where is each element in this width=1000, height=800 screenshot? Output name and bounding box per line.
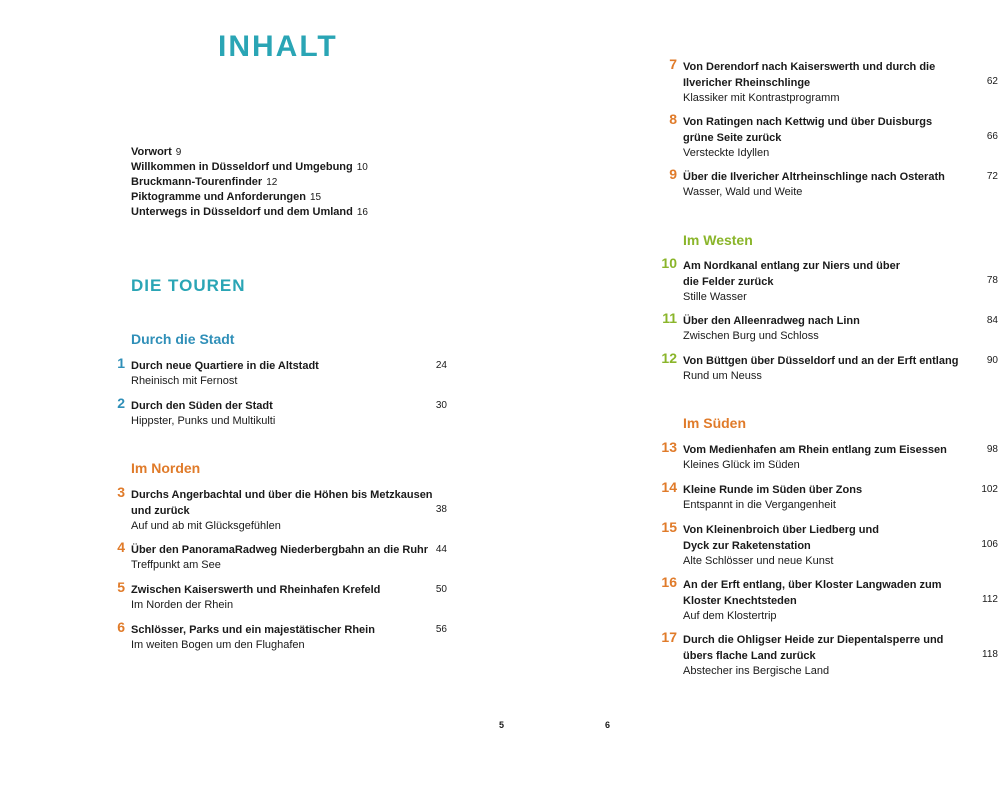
tour-page-number: 90 — [986, 355, 998, 366]
tour-page-number: 66 — [986, 131, 998, 142]
tour-page-number: 112 — [982, 594, 998, 605]
tour-title-continued: Ilvericher Rheinschlinge — [683, 77, 811, 89]
tour-subtitle: Klassiker mit Kontrastprogramm — [683, 92, 840, 104]
tour-number: 7 — [669, 56, 677, 72]
tour-page-number: 44 — [435, 544, 447, 555]
tour-number: 8 — [669, 111, 677, 127]
tour-subtitle: Wasser, Wald und Weite — [683, 186, 803, 198]
tour-number: 17 — [661, 629, 677, 645]
tour-subtitle: Abstecher ins Bergische Land — [683, 665, 830, 677]
tour-entry — [117, 395, 447, 429]
tour-subtitle: Auf und ab mit Glücksgefühlen — [131, 520, 281, 532]
tour-title: Über den PanoramaRadweg Niederbergbahn an die Ruhr — [131, 544, 429, 556]
tour-number: 9 — [669, 166, 677, 182]
tour-title: Zwischen Kaiserswerth und Rheinhafen Krefeld — [131, 584, 381, 596]
tour-number: 12 — [661, 350, 677, 366]
tour-subtitle: Versteckte Idyllen — [683, 147, 770, 159]
tour-title: Kleine Runde im Süden über Zons — [683, 484, 863, 496]
tour-number: 15 — [661, 519, 677, 535]
tour-number: 10 — [661, 255, 677, 271]
tour-page-number: 30 — [435, 400, 447, 411]
front-matter-item: Bruckmann-Tourenfinder 12 — [131, 176, 278, 188]
tour-title: Von Derendorf nach Kaiserswerth und durch die — [683, 61, 936, 73]
tour-number: 5 — [117, 579, 125, 595]
tour-entry — [661, 350, 998, 384]
tour-entry — [661, 255, 998, 305]
tour-title: Über den Alleenradweg nach Linn — [683, 315, 860, 327]
tour-page-number: 38 — [435, 504, 447, 515]
tour-number: 2 — [117, 395, 125, 411]
tour-subtitle: Entspannt in die Vergangenheit — [683, 499, 836, 511]
tour-page-number: 72 — [986, 171, 998, 182]
tour-subtitle: Im Norden der Rhein — [131, 599, 234, 611]
tour-entry — [117, 484, 447, 534]
page-number-right: 6 — [605, 720, 611, 730]
page-title: INHALT — [218, 30, 338, 63]
front-matter-item: Piktogramme und Anforderungen 15 — [131, 191, 322, 203]
tour-entry — [669, 111, 998, 161]
tour-entry — [117, 619, 447, 653]
page-number-left: 5 — [499, 720, 505, 730]
tour-title: Von Ratingen nach Kettwig und über Duisburgs — [683, 116, 933, 128]
section-heading-norden: Im Norden — [131, 460, 201, 476]
tour-subtitle: Im weiten Bogen um den Flughafen — [131, 639, 305, 651]
tour-title-continued: und zurück — [131, 505, 190, 517]
tour-title-continued: übers flache Land zurück — [683, 650, 816, 662]
tour-subtitle: Kleines Glück im Süden — [683, 459, 800, 471]
tour-title: Schlösser, Parks und ein majestätischer Rhein — [131, 624, 375, 636]
tour-number: 1 — [117, 355, 125, 371]
tour-subtitle: Zwischen Burg und Schloss — [683, 330, 819, 342]
tour-title-continued: grüne Seite zurück — [683, 132, 782, 144]
tour-title-continued: die Felder zurück — [683, 276, 774, 288]
tour-subtitle: Rheinisch mit Fernost — [131, 375, 238, 387]
tour-entry — [662, 310, 998, 344]
tour-number: 3 — [117, 484, 125, 500]
tour-entry — [669, 166, 998, 200]
tour-title: Durchs Angerbachtal und über die Höhen bis Metzkausen — [131, 489, 433, 501]
tour-page-number: 106 — [981, 539, 998, 550]
tour-page-number: 98 — [986, 444, 998, 455]
section-heading-westen: Im Westen — [683, 232, 753, 248]
tour-title: An der Erft entlang, über Kloster Langwaden zum — [683, 579, 942, 591]
tour-entry — [661, 629, 998, 679]
tour-subtitle: Auf dem Klostertrip — [683, 610, 777, 622]
tour-page-number: 102 — [981, 484, 998, 495]
tour-entry — [669, 56, 998, 106]
tour-subtitle: Rund um Neuss — [683, 370, 762, 382]
front-matter-list — [131, 145, 368, 220]
tour-entry — [117, 539, 447, 573]
tour-entry — [117, 579, 447, 613]
tour-entry — [661, 519, 998, 569]
tour-number: 14 — [661, 479, 677, 495]
tour-page-number: 50 — [435, 584, 447, 595]
tour-entry — [661, 479, 998, 513]
tour-number: 16 — [661, 574, 677, 590]
tour-number: 11 — [662, 310, 677, 326]
tour-title: Am Nordkanal entlang zur Niers und über — [683, 260, 900, 272]
tour-page-number: 78 — [986, 275, 998, 286]
section-heading-sueden: Im Süden — [683, 415, 747, 431]
tour-page-number: 118 — [982, 649, 998, 660]
tour-page-number: 56 — [435, 624, 447, 635]
tour-title: Durch neue Quartiere in die Altstadt — [131, 360, 319, 372]
tour-title: Von Kleinenbroich über Liedberg und — [683, 524, 879, 536]
tour-number: 6 — [117, 619, 125, 635]
tour-title: Durch den Süden der Stadt — [131, 400, 273, 412]
tour-title-continued: Kloster Knechtsteden — [683, 595, 797, 607]
tour-subtitle: Treffpunkt am See — [131, 559, 221, 571]
tour-page-number: 24 — [435, 360, 447, 371]
tour-title-continued: Dyck zur Raketenstation — [683, 540, 811, 552]
tour-subtitle: Alte Schlösser und neue Kunst — [683, 555, 834, 567]
tour-entry — [661, 574, 998, 624]
tour-title: Von Büttgen über Düsseldorf und an der Erft entlang — [683, 355, 959, 367]
section-heading-stadt: Durch die Stadt — [131, 331, 235, 347]
tour-entry — [661, 439, 998, 473]
front-matter-item: Vorwort 9 — [131, 146, 182, 158]
tour-title: Durch die Ohligser Heide zur Diepentalsperre und — [683, 634, 944, 646]
tour-number: 4 — [117, 539, 125, 555]
tour-title: Vom Medienhafen am Rhein entlang zum Eisessen — [683, 444, 947, 456]
tour-number: 13 — [661, 439, 677, 455]
front-matter-item: Unterwegs in Düsseldorf und dem Umland 16 — [131, 206, 368, 218]
touren-heading: DIE TOUREN — [131, 276, 246, 295]
tour-entry — [117, 355, 447, 389]
tour-subtitle: Hippster, Punks und Multikulti — [131, 415, 276, 427]
tour-title: Über die Ilvericher Altrheinschlinge nach Osterath — [683, 171, 945, 183]
tour-subtitle: Stille Wasser — [683, 291, 747, 303]
tour-page-number: 84 — [986, 315, 998, 326]
tour-page-number: 62 — [986, 76, 998, 87]
front-matter-item: Willkommen in Düsseldorf und Umgebung 10 — [131, 161, 368, 173]
